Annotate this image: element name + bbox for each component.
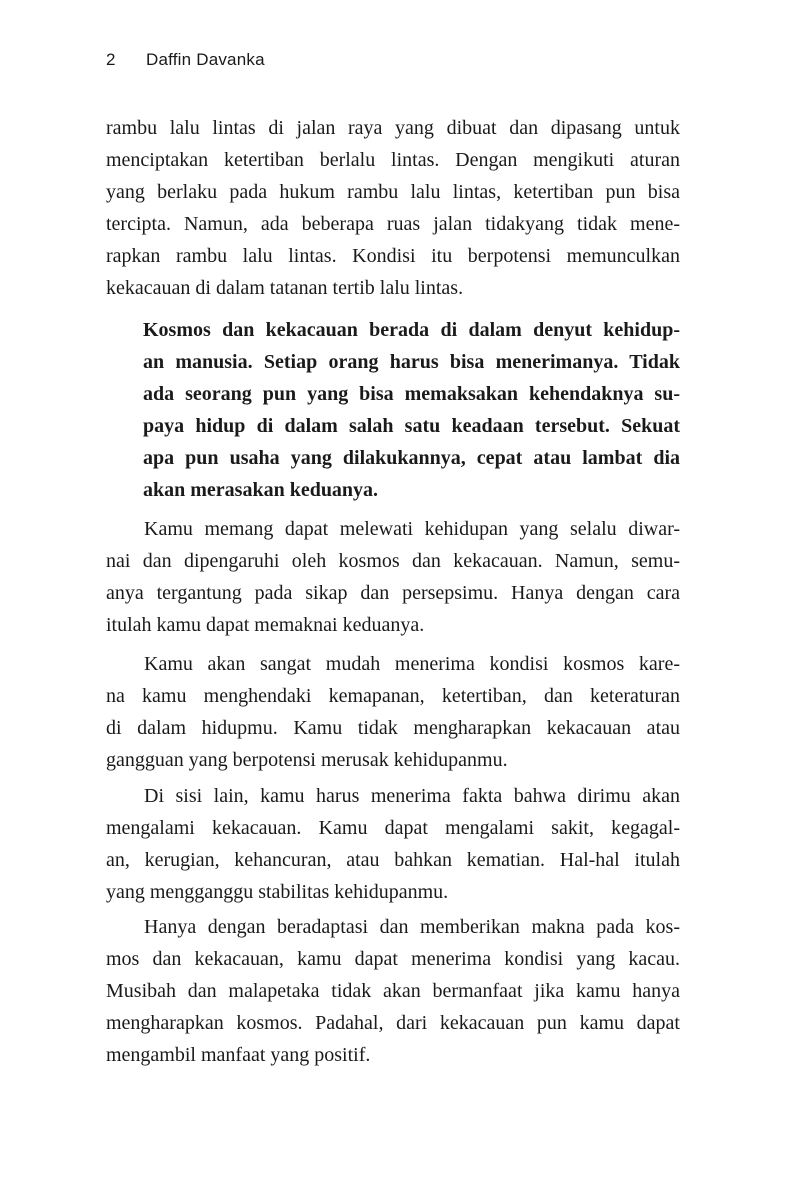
pull-quote <box>143 314 680 506</box>
text-line: yang mengganggu stabilitas kehidupanmu. <box>106 881 449 903</box>
text-line: mos dan kekacauan, kamu dapat menerima kondisi yang kacau. <box>106 948 680 970</box>
paragraph-1 <box>106 112 680 304</box>
text-line: tercipta. Namun, ada beberapa ruas jalan tidakyang tidak mene- <box>106 213 680 235</box>
paragraph-5 <box>106 911 680 1071</box>
text-line: rambu lalu lintas di jalan raya yang dibuat dan dipasang untuk <box>106 117 680 139</box>
paragraph-3 <box>106 648 680 776</box>
running-head <box>106 50 265 70</box>
text-line: Musibah dan malapetaka tidak akan bermanfaat jika kamu hanya <box>106 980 680 1002</box>
paragraph-2 <box>106 513 680 641</box>
text-line: Di sisi lain, kamu harus menerima fakta bahwa dirimu akan <box>144 785 680 807</box>
quote-line: Kosmos dan kekacauan berada di dalam denyut kehidup- <box>143 319 680 341</box>
text-line: gangguan yang berpotensi merusak kehidupanmu. <box>106 749 508 771</box>
text-line: na kamu menghendaki kemapanan, ketertiban, dan keteraturan <box>106 685 680 707</box>
text-line: Kamu memang dapat melewati kehidupan yang selalu diwar- <box>144 518 680 540</box>
text-line: mengalami kekacauan. Kamu dapat mengalami sakit, kegagal- <box>106 817 680 839</box>
page-number: 2 <box>106 50 116 69</box>
text-line: Kamu akan sangat mudah menerima kondisi kosmos kare- <box>144 653 680 675</box>
quote-line: paya hidup di dalam salah satu keadaan tersebut. Sekuat <box>143 415 680 437</box>
text-line: itulah kamu dapat memaknai keduanya. <box>106 614 425 636</box>
text-line: mengambil manfaat yang positif. <box>106 1044 371 1066</box>
text-line: rapkan rambu lalu lintas. Kondisi itu berpotensi memunculkan <box>106 245 680 267</box>
author-name: Daffin Davanka <box>146 50 265 69</box>
quote-line: akan merasakan keduanya. <box>143 479 379 501</box>
quote-line: ada seorang pun yang bisa memaksakan kehendaknya su- <box>143 383 680 405</box>
text-line: nai dan dipengaruhi oleh kosmos dan kekacauan. Namun, semu- <box>106 550 680 572</box>
quote-line: apa pun usaha yang dilakukannya, cepat atau lambat dia <box>143 447 680 469</box>
text-line: kekacauan di dalam tatanan tertib lalu lintas. <box>106 277 464 299</box>
text-line: an, kerugian, kehancuran, atau bahkan kematian. Hal-hal itulah <box>106 849 680 871</box>
paragraph-4 <box>106 780 680 908</box>
text-line: di dalam hidupmu. Kamu tidak mengharapkan kekacauan atau <box>106 717 680 739</box>
text-line: mengharapkan kosmos. Padahal, dari kekacauan pun kamu dapat <box>106 1012 680 1034</box>
text-line: menciptakan ketertiban berlalu lintas. Dengan mengikuti aturan <box>106 149 680 171</box>
text-line: anya tergantung pada sikap dan persepsimu. Hanya dengan cara <box>106 582 680 604</box>
quote-line: an manusia. Setiap orang harus bisa menerimanya. Tidak <box>143 351 680 373</box>
text-line: Hanya dengan beradaptasi dan memberikan makna pada kos- <box>144 916 680 938</box>
text-line: yang berlaku pada hukum rambu lalu lintas, ketertiban pun bisa <box>106 181 680 203</box>
